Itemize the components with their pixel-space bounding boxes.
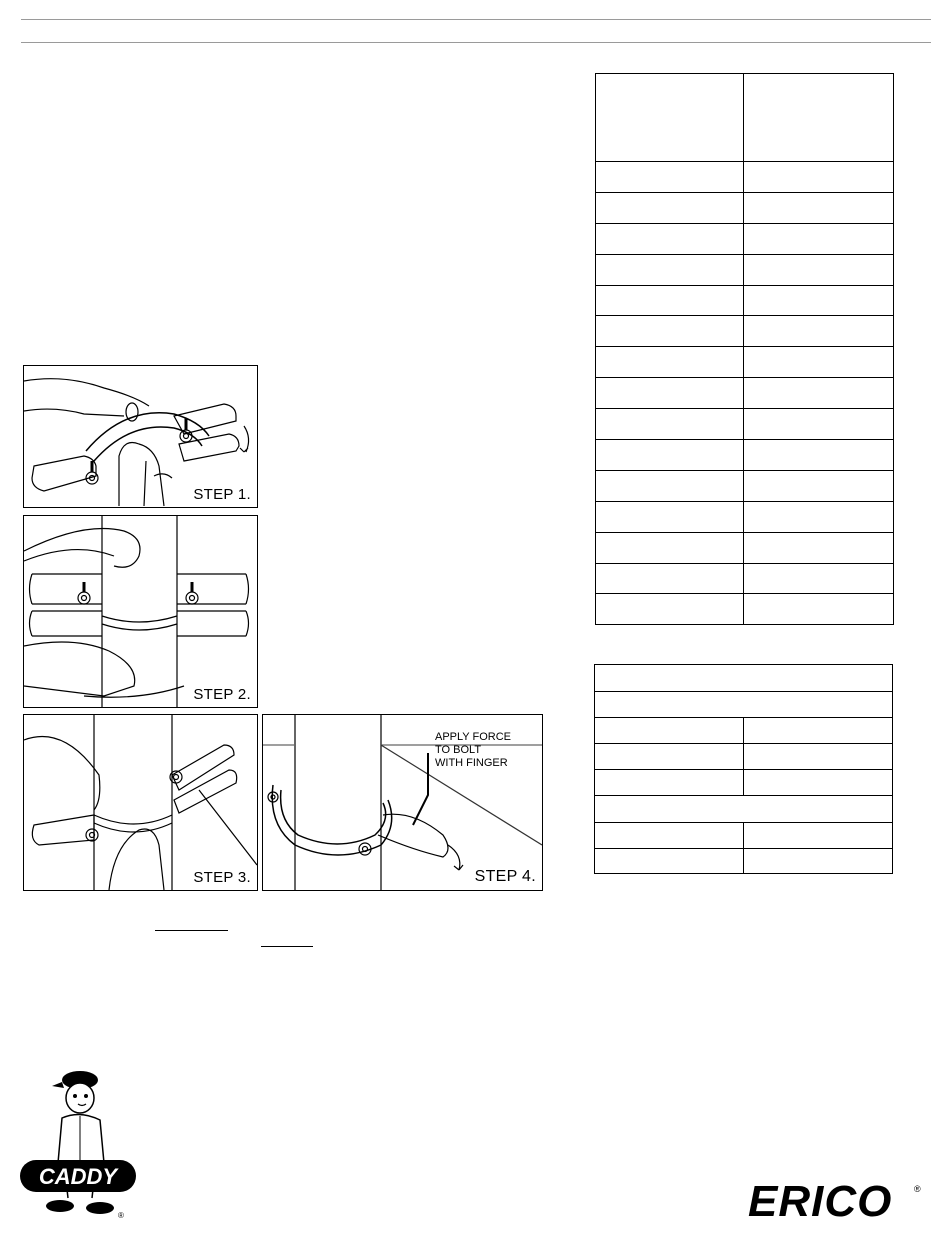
torque-title-row <box>595 665 893 692</box>
table-cell <box>595 770 744 796</box>
table-row <box>595 849 893 874</box>
table-cell <box>744 501 894 532</box>
torque-table <box>594 664 893 874</box>
table-cell <box>744 718 893 744</box>
table-cell <box>744 823 893 849</box>
erico-logo-text: ERICO <box>748 1178 893 1222</box>
table-row <box>595 823 893 849</box>
table-cell <box>596 347 744 378</box>
underline-1 <box>155 930 228 931</box>
table-cell <box>595 692 893 718</box>
table-cell <box>744 254 894 285</box>
caddy-logo-text: CADDY <box>38 1164 118 1189</box>
table-cell <box>744 409 894 440</box>
table-row <box>596 470 894 501</box>
table-row <box>596 285 894 316</box>
table-cell <box>595 665 893 692</box>
table-cell <box>595 744 744 770</box>
table-cell <box>744 849 893 874</box>
table-cell <box>595 796 893 823</box>
table-row <box>595 744 893 770</box>
table-cell <box>744 285 894 316</box>
table-row <box>596 316 894 347</box>
step1-label: STEP 1. <box>193 486 251 503</box>
table-cell <box>596 440 744 471</box>
force-callout <box>435 731 511 770</box>
table-cell <box>596 285 744 316</box>
step4-figure <box>262 714 543 891</box>
table-cell <box>744 563 894 594</box>
step3-figure <box>23 714 258 891</box>
table-row <box>596 162 894 193</box>
table-row <box>596 409 894 440</box>
table-cell <box>596 223 744 254</box>
spec-table-header <box>596 74 894 162</box>
table-cell <box>744 347 894 378</box>
callout-line-3: WITH FINGER <box>435 757 508 769</box>
table-cell <box>744 532 894 563</box>
table-cell <box>596 316 744 347</box>
spec-table <box>595 73 894 625</box>
table-cell <box>744 770 893 796</box>
table-cell <box>744 316 894 347</box>
table-cell <box>596 594 744 625</box>
table-row <box>595 718 893 744</box>
table-cell <box>744 744 893 770</box>
step3-label: STEP 3. <box>193 869 251 886</box>
table-row <box>596 563 894 594</box>
table-row <box>595 770 893 796</box>
table-row <box>596 254 894 285</box>
table-cell <box>596 501 744 532</box>
table-cell <box>744 192 894 223</box>
table-cell <box>596 378 744 409</box>
spec-header-cell-left <box>596 74 744 162</box>
step2-label: STEP 2. <box>193 686 251 703</box>
table-row <box>596 223 894 254</box>
step1-figure <box>23 365 258 508</box>
caddy-registered: ® <box>118 1211 124 1220</box>
erico-registered: ® <box>914 1184 921 1194</box>
table-row <box>596 347 894 378</box>
step2-figure <box>23 515 258 708</box>
table-cell <box>596 470 744 501</box>
table-row <box>596 192 894 223</box>
callout-line-2: TO BOLT <box>435 744 482 756</box>
table-cell <box>595 718 744 744</box>
torque-subtitle-row <box>595 692 893 718</box>
table-cell <box>744 470 894 501</box>
table-row <box>596 378 894 409</box>
spec-header-cell-right <box>744 74 894 162</box>
table-cell <box>595 823 744 849</box>
callout-line-1: APPLY FORCE <box>435 731 512 743</box>
top-rule <box>21 19 931 20</box>
torque-section-row <box>595 796 893 823</box>
table-cell <box>596 254 744 285</box>
table-cell <box>744 378 894 409</box>
underline-2 <box>261 946 313 947</box>
table-row <box>596 594 894 625</box>
table-cell <box>596 563 744 594</box>
table-cell <box>744 223 894 254</box>
table-cell <box>595 849 744 874</box>
erico-logo <box>748 1178 928 1222</box>
table-row <box>596 440 894 471</box>
table-cell <box>744 162 894 193</box>
table-row <box>596 532 894 563</box>
table-cell <box>596 192 744 223</box>
table-row <box>596 501 894 532</box>
table-cell <box>596 532 744 563</box>
table-cell <box>596 409 744 440</box>
table-cell <box>596 162 744 193</box>
header-rule <box>21 42 931 43</box>
step4-label: STEP 4. <box>474 868 536 885</box>
caddy-logo <box>18 1068 138 1220</box>
table-cell <box>744 440 894 471</box>
table-cell <box>744 594 894 625</box>
